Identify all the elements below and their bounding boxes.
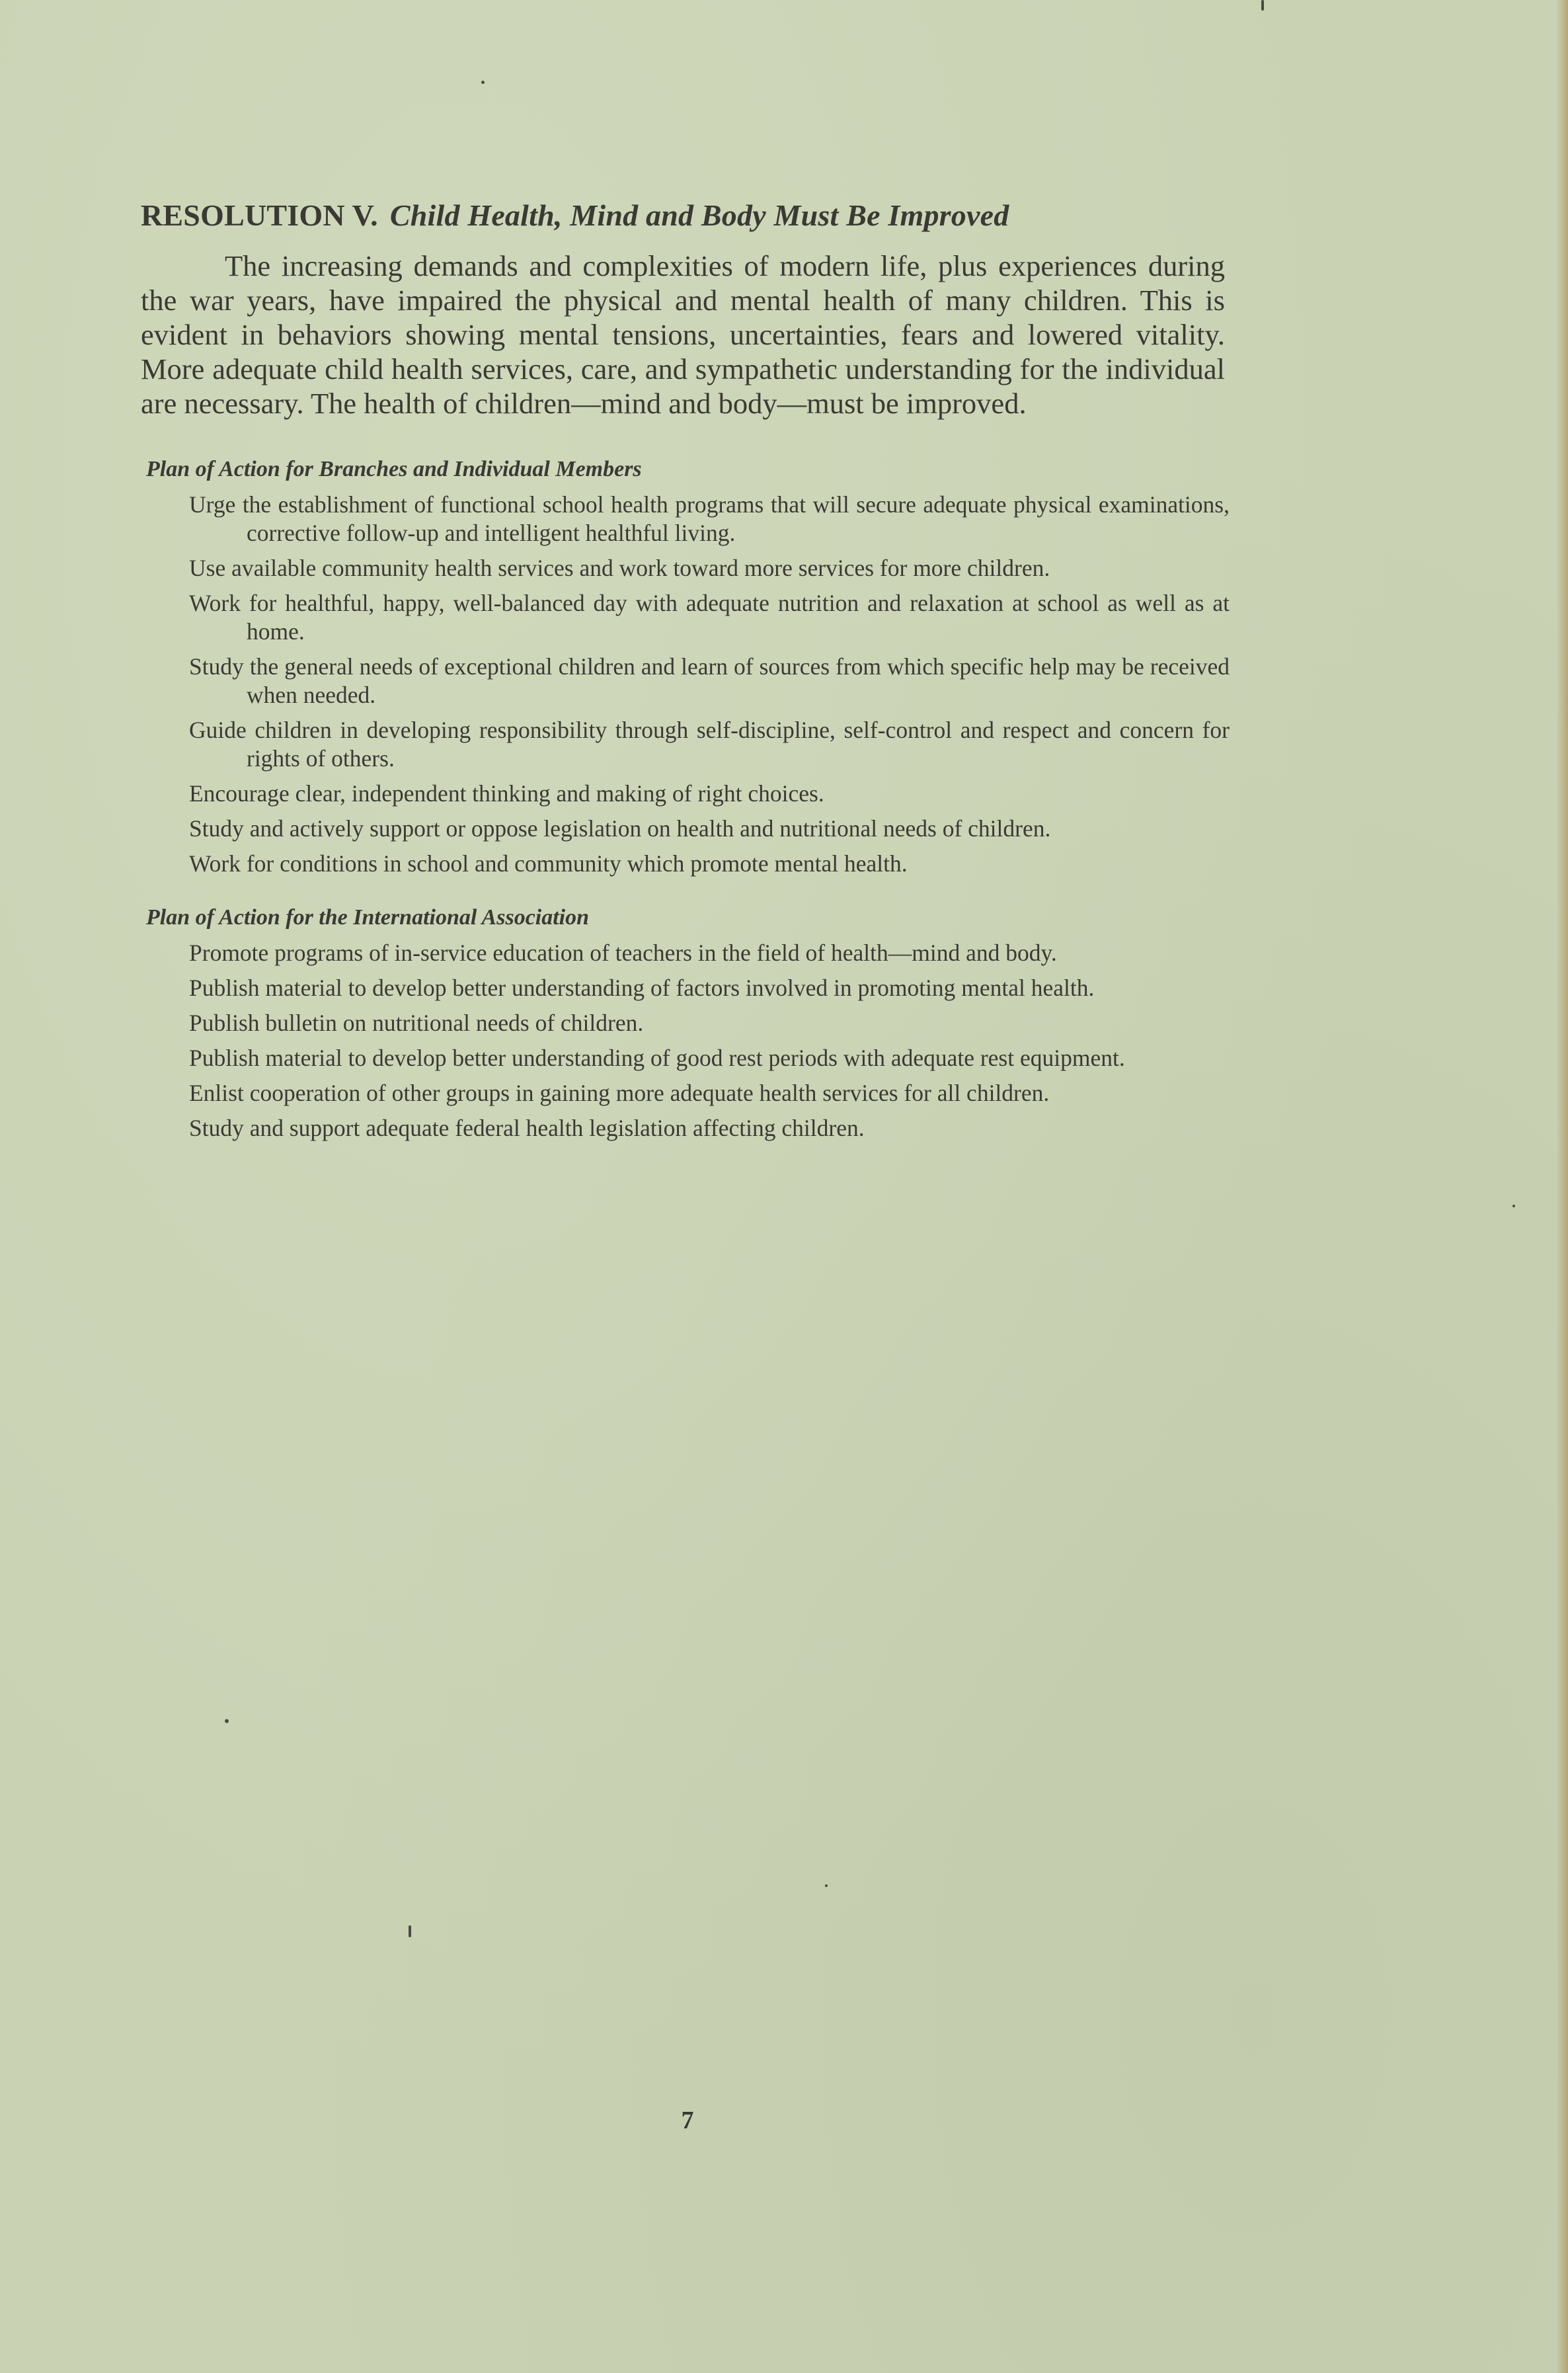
paper-speck	[825, 1884, 828, 1887]
paper-speck	[409, 1925, 411, 1937]
list-item: Study the general needs of exceptional children and learn of sources from which specific help may be received when needed.	[189, 653, 1230, 708]
list-item: Enlist cooperation of other groups in gaining more adequate health services for all children.	[189, 1080, 1050, 1106]
resolution-title: Child Health, Mind and Body Must Be Improved	[389, 198, 1009, 232]
paper-speck	[1512, 1205, 1515, 1207]
paper-speck	[481, 81, 485, 84]
plan-title: Plan of Action for the International Association	[146, 905, 590, 930]
list-item: Guide children in developing responsibility through self-discipline, self-control and respect and concern for rights of others.	[189, 717, 1230, 772]
resolution-heading	[141, 197, 1225, 234]
list-item: Use available community health services and work toward more services for more children.	[189, 555, 1050, 581]
list-item: Publish bulletin on nutritional needs of children.	[189, 1010, 644, 1036]
list-item: Study and actively support or oppose legislation on health and nutritional needs of children.	[189, 815, 1051, 842]
list-item: Study and support adequate federal health legislation affecting children.	[189, 1115, 865, 1141]
plan-items	[141, 491, 1230, 878]
plan-international	[141, 903, 1225, 1143]
resolution-label: RESOLUTION V.	[141, 198, 378, 232]
resolution-section	[141, 197, 1230, 1149]
list-item: Publish material to develop better understanding of good rest periods with adequate rest equipment.	[189, 1045, 1125, 1071]
paper-speck	[1261, 0, 1264, 11]
list-item: Encourage clear, independent thinking and making of right choices.	[189, 780, 824, 807]
list-item: Promote programs of in-service education of teachers in the field of health—mind and body.	[189, 940, 1057, 966]
plan-branches	[141, 455, 1230, 878]
list-item: Work for conditions in school and community which promote mental health.	[189, 850, 908, 877]
resolution-intro: The increasing demands and complexities of modern life, plus experiences during the war years, have impaired the physical and mental health of many children. This is evident in behaviors showing mental tensions, uncertainties, fears and lowered vitality. More adequate child health services, care, and sympathetic understanding for the individual are necessary. The health of children—mind and body—must be improved.	[141, 249, 1225, 420]
page-edge-shadow	[1556, 0, 1568, 2373]
list-item: Urge the establishment of functional school health programs that will secure adequate physical examinations, corrective follow-up and intelligent healthful living.	[189, 491, 1230, 546]
paper-speck	[225, 1719, 229, 1723]
plan-items	[141, 939, 1225, 1143]
page-number: 7	[681, 2107, 694, 2134]
plan-title: Plan of Action for Branches and Individual Members	[146, 457, 642, 481]
list-item: Work for healthful, happy, well-balanced day with adequate nutrition and relaxation at school as well as at home.	[189, 590, 1230, 645]
list-item: Publish material to develop better understanding of factors involved in promoting mental health.	[189, 975, 1095, 1001]
